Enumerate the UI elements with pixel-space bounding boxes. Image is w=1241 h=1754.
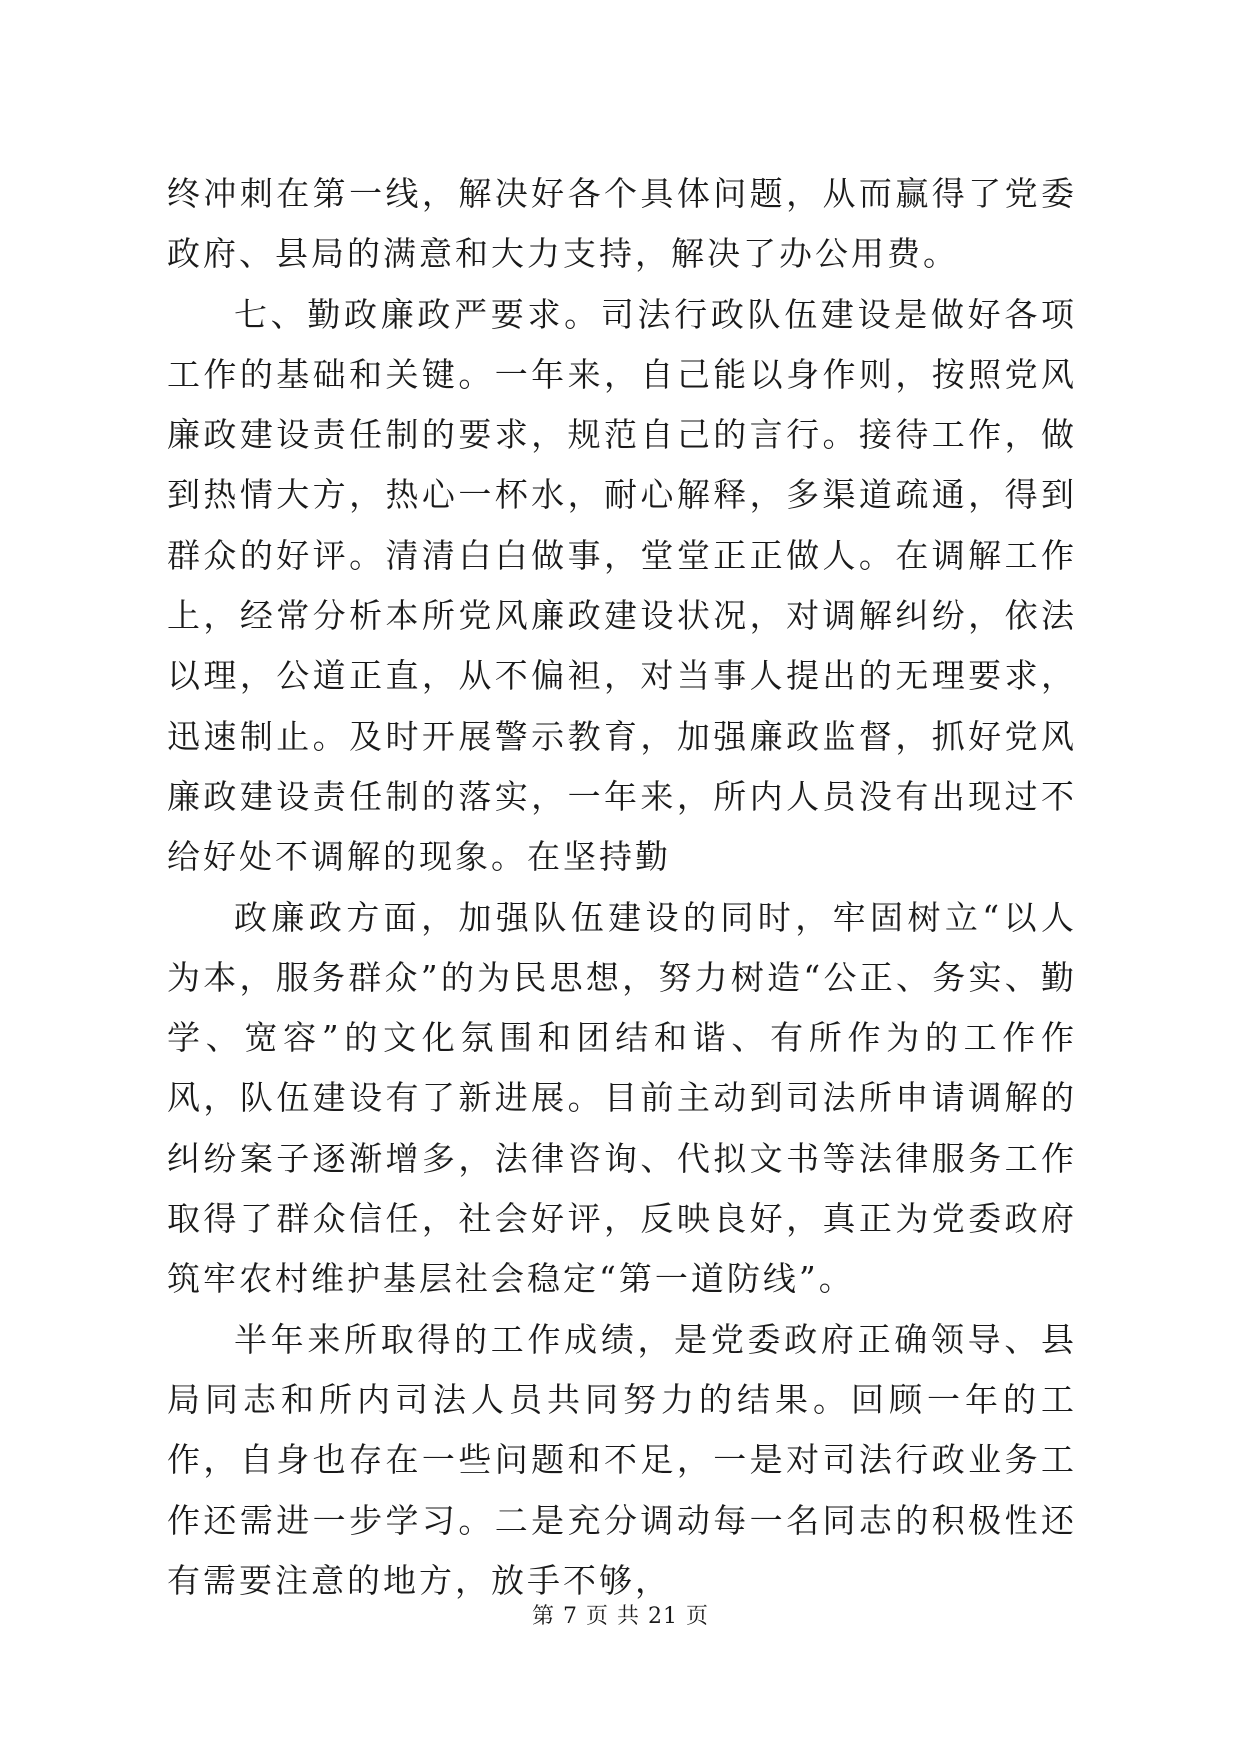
document-body	[167, 164, 1077, 1611]
paragraph-1: 终冲刺在第一线，解决好各个具体问题，从而赢得了党委政府、县局的满意和大力支持，解决了办公用费。	[167, 174, 1077, 274]
paragraph-2: 七、勤政廉政严要求。司法行政队伍建设是做好各项工作的基础和关键。一年来，自己能以身作则，按照党风廉政建设责任制的要求，规范自己的言行。接待工作，做到热情大方，热心一杯水，耐心解释，多渠道疏通，得到群众的好评。清清白白做事，堂堂正正做人。在调解工作上，经常分析本所党风廉政建设状况，对调解纠纷，依法以理，公道正直，从不偏袒，对当事人提出的无理要求，迅速制止。及时开展警示教育，加强廉政监督，抓好党风廉政建设责任制的落实，一年来，所内人员没有出现过不给好处不调解的现象。在坚持勤	[167, 294, 1077, 877]
paragraph-3: 政廉政方面，加强队伍建设的同时，牢固树立“以人为本，服务群众”的为民思想，努力树造“公正、务实、勤学、宽容”的文化氛围和团结和谐、有所作为的工作作风，队伍建设有了新进展。目前主动到司法所申请调解的纠纷案子逐渐增多，法律咨询、代拟文书等法律服务工作取得了群众信任，社会好评，反映良好，真正为党委政府筑牢农村维护基层社会稳定“第一道防线”。	[167, 897, 1077, 1299]
paragraph-4: 半年来所取得的工作成绩，是党委政府正确领导、县局同志和所内司法人员共同努力的结果。回顾一年的工作，自身也存在一些问题和不足，一是对司法行政业务工作还需进一步学习。二是充分调动每一名同志的积极性还有需要注意的地方，放手不够，	[167, 1319, 1077, 1600]
page-footer: 第 7 页 共 21 页	[532, 1604, 709, 1629]
